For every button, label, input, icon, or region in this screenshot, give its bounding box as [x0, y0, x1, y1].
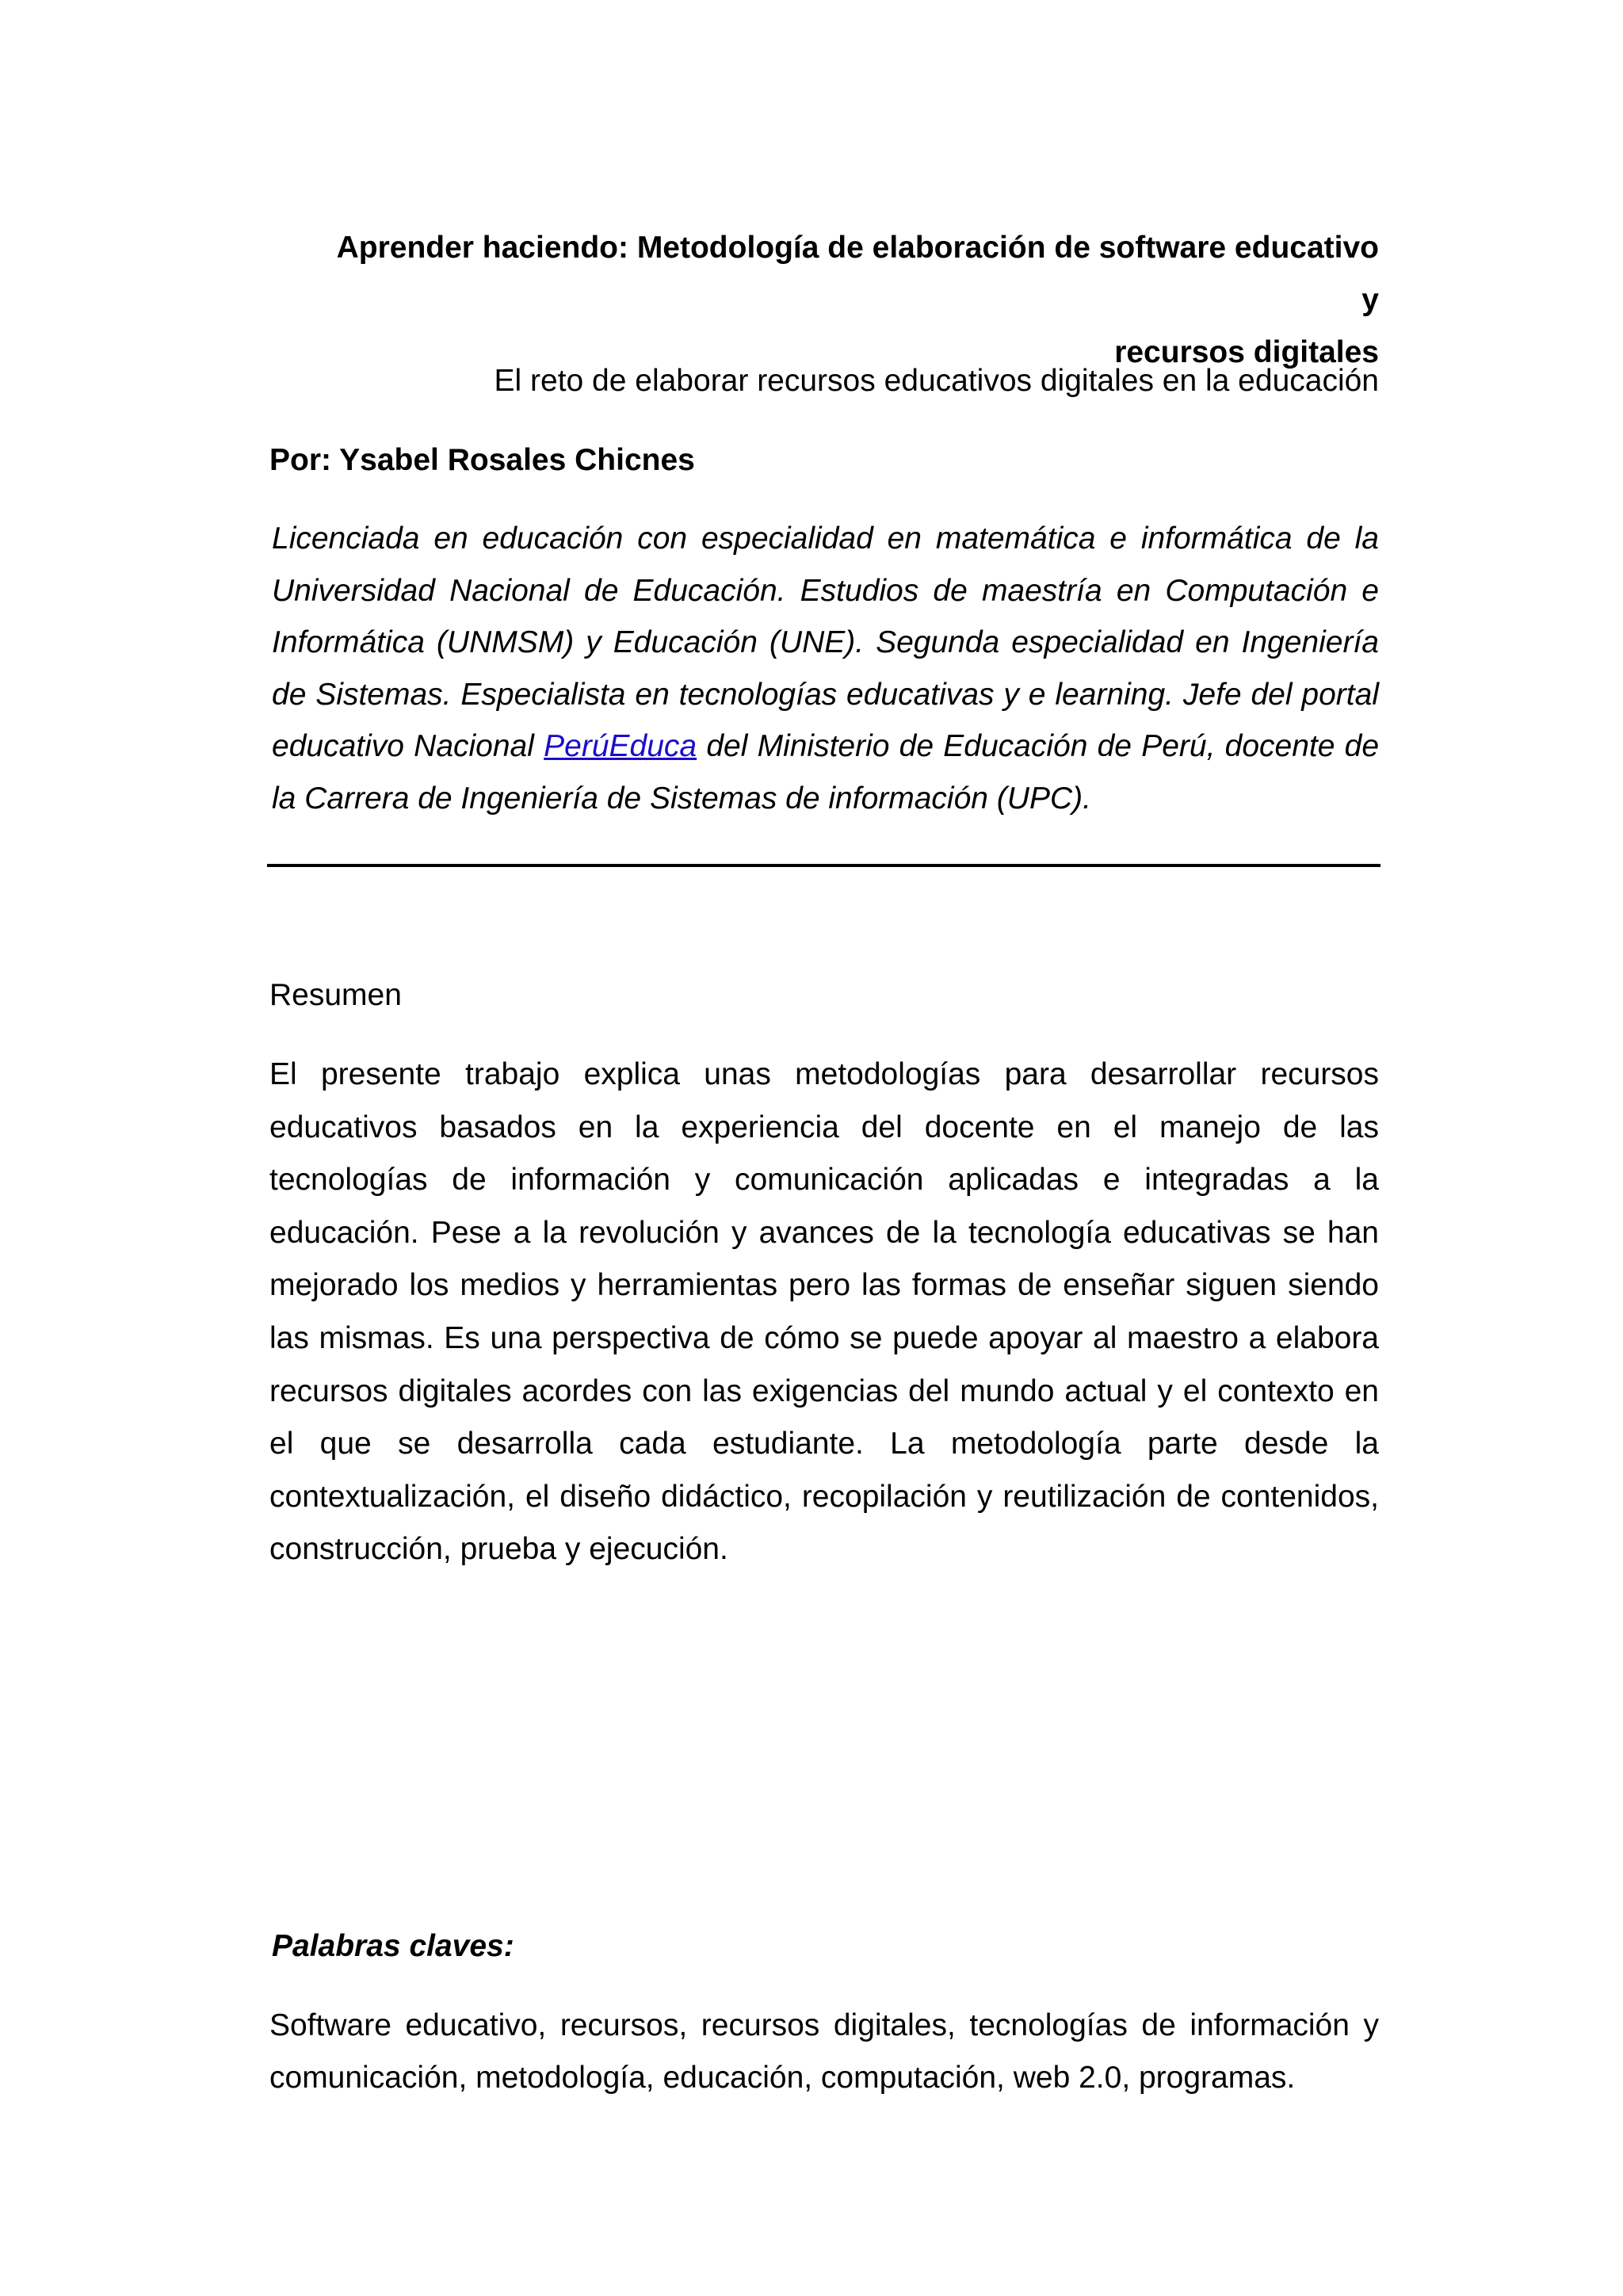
- author-bio: [272, 513, 1379, 825]
- perueduca-link[interactable]: PerúEduca: [544, 729, 697, 764]
- abstract-heading: Resumen: [269, 978, 402, 1012]
- bio-text-after-link: del Ministerio de Educación de Perú, docente de la Carrera de Ingeniería de Sistemas de información (UPC).: [272, 729, 1380, 816]
- title-line-2: recursos digitales: [1114, 335, 1379, 369]
- bio-text-before-link: Licenciada en educación con especialidad en matemática e informática de la Universidad Nacional de Educación. Estudios de maestría en Computación e Informática (UNMSM) y Educación (UNE). Segunda especialidad en Ingeniería de Sistemas. Especialista en tecnologías educativas y e learning. Jefe del portal educativo Nacional: [272, 521, 1379, 764]
- section-divider: [267, 864, 1381, 867]
- keywords-heading: Palabras claves:: [272, 1929, 514, 1963]
- author-byline: Por: Ysabel Rosales Chicnes: [269, 443, 695, 477]
- document-subtitle: El reto de elaborar recursos educativos digitales en la educación: [494, 364, 1379, 398]
- abstract-text: El presente trabajo explica unas metodologías para desarrollar recursos educativos basados en la experiencia del docente en el manejo de las tecnologías de información y comunicación aplicadas e integradas a la educación. Pese a la revolución y avances de la tecnología educativas se han mejorado los medios y herramientas pero las formas de enseñar siguen siendo las mismas. Es una perspectiva de cómo se puede apoyar al maestro a elabora recursos digitales acordes con las exigencias del mundo actual y el contexto en el que se desarrolla cada estudiante. La metodología parte desde la contextualización, el diseño didáctico, recopilación y reutilización de contenidos, construcción, prueba y ejecución.: [269, 1057, 1379, 1567]
- title-line-1: Aprender haciendo: Metodología de elaboración de software educativo y: [336, 231, 1379, 317]
- keywords-text: Software educativo, recursos, recursos digitales, tecnologías de información y comunicación, metodología, educación, computación, web 2.0, programas.: [269, 2008, 1379, 2095]
